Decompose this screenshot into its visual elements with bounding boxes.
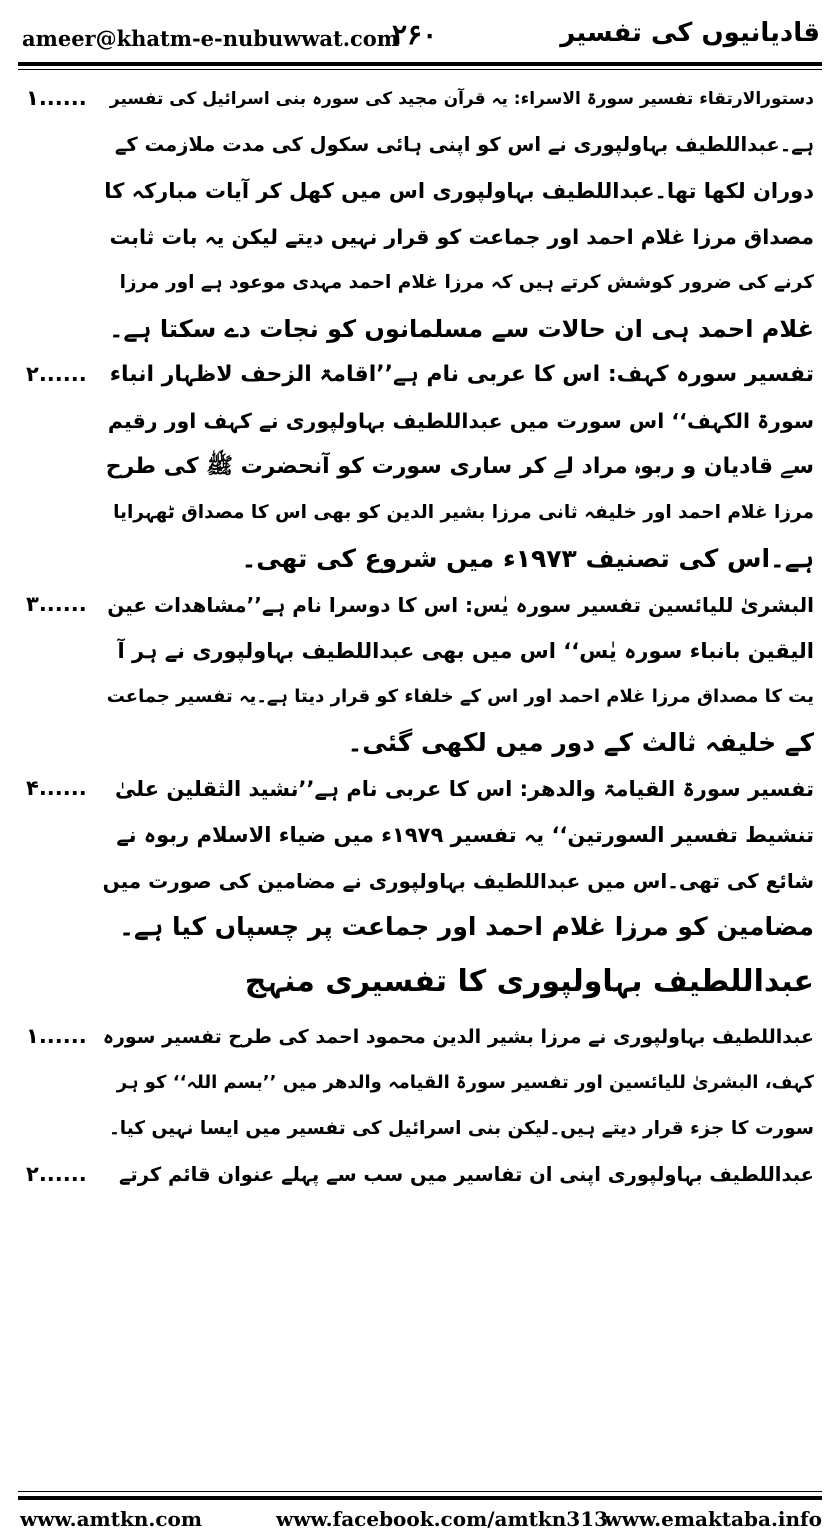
list-item <box>26 766 814 950</box>
text-line: سورۃ الکہف‘‘ اس سورت میں عبداللطیف بہاولپوری نے کہف اور رقیم <box>107 409 814 433</box>
item-text <box>102 352 814 582</box>
text-line: شائع کی تھی۔اس میں عبداللطیف بہاولپوری نے مضامین کی صورت میں <box>102 869 814 893</box>
text-line: سے قادیان و ربوہ مراد لے کر ساری سورت کو آنحضرت ﷺ کی طرح <box>105 454 814 479</box>
text-line: ہے۔اس کی تصنیف ۱۹۷۳ء میں شروع کی تھی۔ <box>241 544 814 573</box>
text-line: کہف، البشریٰ للیائسین اور تفسیر سورۃ القیامہ والدھر میں ’’بسم اللہ‘‘ کو ہر <box>116 1072 814 1093</box>
item-number: ۲...... <box>26 1162 87 1186</box>
text-line: کرنے کی ضرور کوشش کرتے ہیں کہ مرزا غلام احمد مہدی موعود ہے اور مرزا <box>119 272 814 293</box>
list-item <box>26 76 814 352</box>
text-line: البشریٰ للیائسین تفسیر سورہ یٰس: اس کا دوسرا نام ہے’’مشاھدات عین <box>107 593 814 617</box>
footer-rule-thin <box>18 1491 822 1492</box>
page-number: ۲۶۰ <box>392 18 438 51</box>
book-title: قادیانیوں کی تفسیر <box>560 18 820 48</box>
page-header <box>14 12 826 60</box>
text-line: ہے۔عبداللطیف بہاولپوری نے اس کو اپنی ہائی سکول کی مدت ملازمت کے <box>114 133 814 156</box>
item-text <box>102 766 814 950</box>
text-line: دوران لکھا تھا۔عبداللطیف بہاولپوری اس میں کھل کر آیات مبارکہ کا <box>104 179 814 203</box>
text-line: عبداللطیف بہاولپوری اپنی ان تفاسیر میں سب سے پہلے عنوان قائم کرتے <box>118 1163 814 1186</box>
list-item <box>26 582 814 766</box>
page-footer <box>14 1505 826 1535</box>
list-item <box>26 1152 814 1198</box>
item-number: ۱...... <box>26 1024 87 1048</box>
text-line: الیقین بانباء سورہ یٰس‘‘ اس میں بھی عبداللطیف بہاولپوری نے ہر آ <box>117 639 814 663</box>
footer-link-emaktaba[interactable]: www.emaktaba.info <box>604 1507 822 1531</box>
footer-rule-thick <box>18 1496 822 1500</box>
text-line: تفسیر سورۃ القیامۃ والدھر: اس کا عربی نام ہے’’نشید الثقلین علیٰ <box>114 777 814 801</box>
item-number: ۱...... <box>26 86 87 110</box>
text-line: غلام احمد ہی ان حالات سے مسلمانوں کو نجات دے سکتا ہے۔ <box>109 315 814 343</box>
item-number: ۴...... <box>26 776 87 800</box>
list-item <box>26 1014 814 1152</box>
item-number: ۳...... <box>26 592 87 616</box>
header-rule-thick <box>18 62 822 66</box>
list-item <box>26 352 814 582</box>
text-line: مرزا غلام احمد اور خلیفہ ثانی مرزا بشیر الدین کو بھی اس کا مصداق ٹھہرایا <box>113 502 814 523</box>
text-line: عبداللطیف بہاولپوری نے مرزا بشیر الدین محمود احمد کی طرح تفسیر سورہ <box>102 1026 814 1048</box>
text-line: تنشیط تفسیر السورتین‘‘ یہ تفسیر ۱۹۷۹ء میں ضیاء الاسلام ربوہ نے <box>116 823 814 847</box>
text-line: مصداق مرزا غلام احمد اور جماعت کو قرار نہیں دیتے لیکن یہ بات ثابت <box>109 225 814 249</box>
text-line: تفسیر سورہ کہف: اس کا عربی نام ہے’’اقامۃ الزحف لاظہار انباء <box>109 362 814 387</box>
footer-link-facebook[interactable]: www.facebook.com/amtkn313 <box>276 1507 609 1531</box>
text-line: یت کا مصداق مرزا غلام احمد اور اس کے خلفاء کو قرار دیتا ہے۔یہ تفسیر جماعت <box>106 686 814 707</box>
text-line: کے خلیفہ ثالث کے دور میں لکھی گئی۔ <box>347 728 814 757</box>
text-line: دستورالارتقاء تفسیر سورۃ الاسراء: یہ قرآن مجید کی سورہ بنی اسرائیل کی تفسیر <box>109 89 814 109</box>
item-text <box>102 1014 814 1152</box>
item-text <box>102 1152 814 1198</box>
item-text <box>102 76 814 352</box>
text-line: سورت کا جزء قرار دیتے ہیں۔لیکن بنی اسرائیل کی تفسیر میں ایسا نہیں کیا۔ <box>108 1118 814 1139</box>
section-heading: عبداللطیف بہاولپوری کا تفسیری منہج <box>244 964 814 999</box>
text-line: مضامین کو مرزا غلام احمد اور جماعت پر چسپاں کیا ہے۔ <box>119 912 814 941</box>
header-email: ameer@khatm-e-nubuwwat.com <box>22 26 400 51</box>
item-number: ۲...... <box>26 362 87 386</box>
footer-link-amtkn[interactable]: www.amtkn.com <box>20 1507 203 1531</box>
item-text <box>102 582 814 766</box>
header-rule-thin <box>18 69 822 70</box>
page-content <box>26 76 814 1491</box>
